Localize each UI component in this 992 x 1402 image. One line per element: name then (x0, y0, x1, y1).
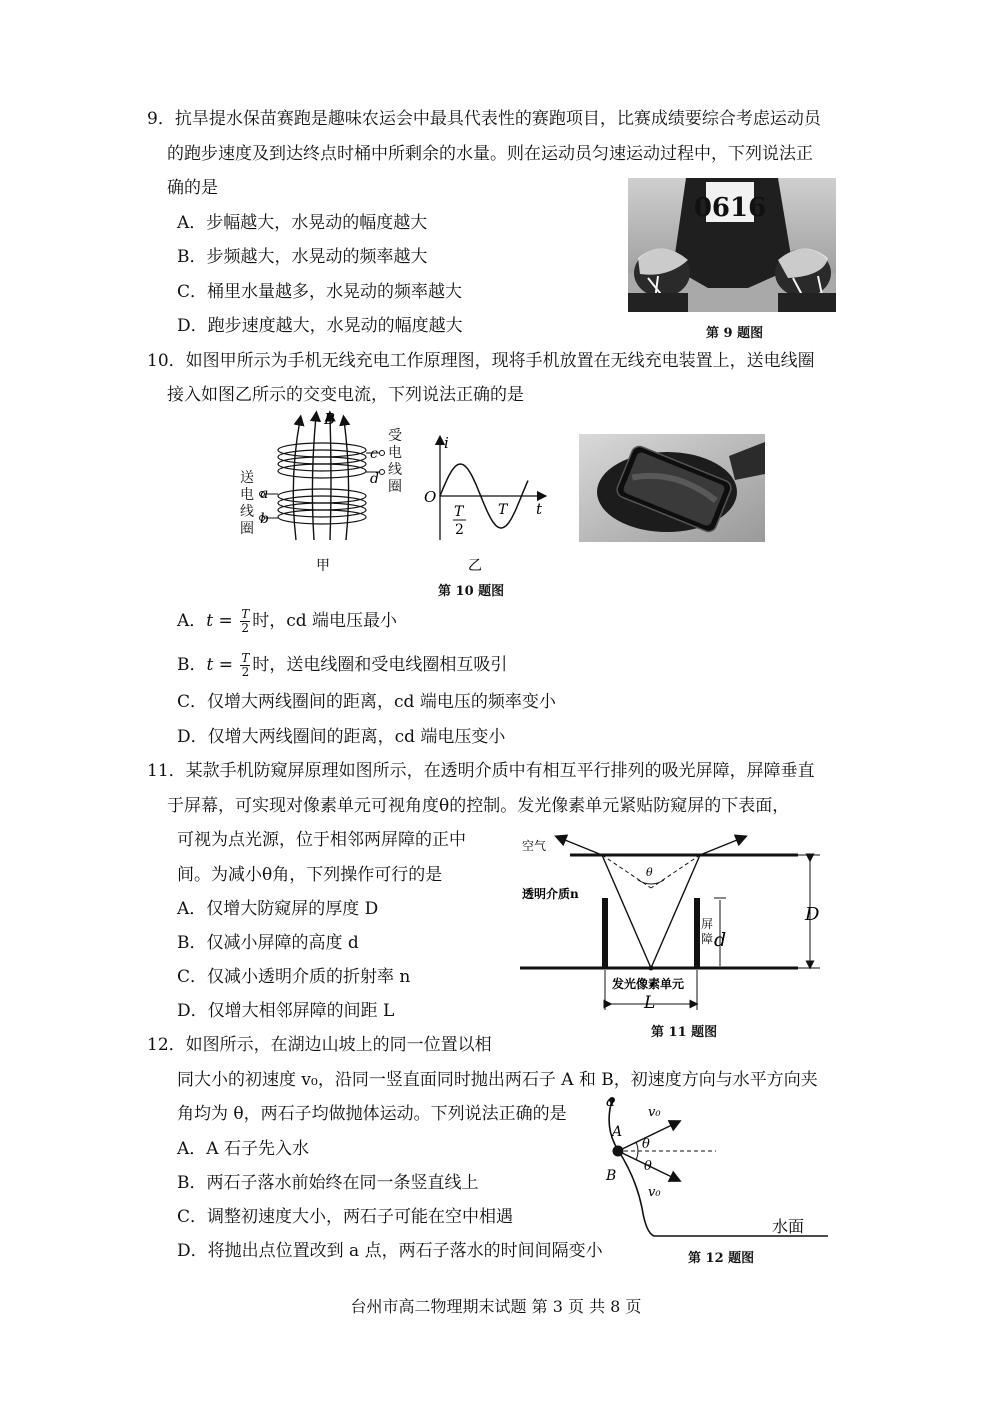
current-graph (418, 430, 558, 575)
axis-i: i (444, 434, 449, 452)
bib-number: 0616 (693, 193, 767, 223)
q11-option-d: D．仅增大相邻屏障的间距 L (177, 1001, 395, 1021)
slope-diagram (596, 1088, 836, 1243)
q12-option-b: B．两石子落水前始终在同一条竖直线上 (177, 1173, 479, 1193)
q9-option-b: B．步频越大，水晃动的频率越大 (177, 247, 428, 267)
label-jia: 甲 (316, 558, 330, 574)
origin-O: O (424, 488, 437, 506)
q11-stem-line-1: 11．某款手机防窥屏原理如图所示，在透明介质中有相互平行排列的吸光屏障，屏障垂直 (147, 761, 815, 781)
medium-label: 透明介质n (522, 887, 579, 901)
q11-option-c: C．仅减小透明介质的折射率 n (177, 967, 411, 987)
point-a-label: a (606, 1092, 615, 1110)
page-footer: 台州市高二物理期末试题 第 3 页 共 8 页 (350, 1297, 642, 1316)
stone-B-label: B (606, 1168, 617, 1184)
label-B: B (324, 410, 336, 428)
water-surface-label: 水面 (772, 1217, 805, 1236)
tick-T-half-den: 2 (455, 522, 464, 538)
q9-stem-line-3: 确的是 (167, 178, 218, 198)
q10-stem-line-2: 接入如图乙所示的交变电流，下列说法正确的是 (167, 385, 524, 405)
q12-stem-line-1: 12．如图所示，在湖边山坡上的同一位置以相 (147, 1035, 492, 1055)
runner-photo (628, 178, 836, 312)
air-label: 空气 (522, 839, 547, 853)
stone-A-label: A (612, 1124, 623, 1140)
q12-figure-caption: 第 12 题图 (688, 1251, 755, 1266)
q10-figure-caption: 第 10 题图 (438, 584, 505, 599)
label-a: a (260, 486, 269, 502)
q11-figure-caption: 第 11 题图 (651, 1025, 718, 1040)
q9-option-d: D．跑步速度越大，水晃动的幅度越大 (177, 316, 463, 336)
q9-stem-line-2: 的跑步速度及到达终点时桶中所剩余的水量。则在运动员匀速运动过程中，下列说法正 (167, 144, 813, 164)
q12-stem-line-2: 同大小的初速度 v₀，沿同一竖直面同时抛出两石子 A 和 B，初速度方向与水平方向夹 (177, 1070, 818, 1090)
L-label: L (644, 993, 656, 1013)
q12-stem-line-3: 角均为 θ，两石子均做抛体运动。下列说法正确的是 (177, 1104, 567, 1124)
q10-option-b: B．t = $\frac{T}{2}$ 时，送电线圈和受电线圈相互吸引 (177, 651, 508, 679)
receive-coil-label: 受电线圈 (388, 428, 402, 495)
tick-T: T (498, 502, 508, 518)
q11-stem-line-2: 于屏幕，可实现对像素单元可视角度θ的控制。发光像素单元紧贴防窥屏的下表面， (167, 796, 790, 816)
q11-stem-line-4: 间。为减小θ角，下列操作可行的是 (177, 865, 443, 885)
theta-bottom-label: θ (644, 1159, 652, 1174)
D-label: D (805, 904, 820, 925)
pixel-label: 发光像素单元 (612, 977, 685, 991)
v0-top-label: v₀ (648, 1105, 661, 1120)
label-yi: 乙 (468, 558, 482, 574)
label-b: b (260, 511, 269, 527)
q11-stem-line-3: 可视为点光源，位于相邻两屏障的正中 (177, 830, 466, 850)
tick-T-half-num: T (454, 504, 464, 520)
label-d: d (370, 471, 379, 487)
phone-charging-photo (579, 434, 765, 542)
d-label: d (714, 929, 727, 951)
q12-option-d: D．将抛出点位置改到 a 点，两石子落水的时间间隔变小 (177, 1241, 603, 1261)
q10-stem-line-1: 10．如图甲所示为手机无线充电工作原理图，现将手机放置在无线充电装置上，送电线圈 (147, 351, 815, 371)
q11-option-b: B．仅减小屏障的高度 d (177, 933, 359, 953)
q9-option-c: C．桶里水量越多，水晃动的频率越大 (177, 282, 463, 302)
q9-figure-caption: 第 9 题图 (706, 326, 764, 341)
v0-bottom-label: v₀ (648, 1185, 661, 1200)
theta-label: θ (646, 866, 653, 879)
barrier-label: 屏障 (701, 917, 714, 946)
send-coil-label: 送电线圈 (240, 470, 254, 537)
axis-t: t (536, 500, 543, 518)
q11-option-a: A．仅增大防窥屏的厚度 D (177, 899, 379, 919)
theta-top-label: θ (642, 1137, 650, 1152)
q10-option-d: D．仅增大两线圈间的距离，cd 端电压变小 (177, 727, 506, 747)
label-c: c (370, 446, 378, 462)
q9-option-a: A．步幅越大，水晃动的幅度越大 (177, 213, 428, 233)
coil-diagram (234, 410, 414, 575)
q12-option-c: C．调整初速度大小，两石子可能在空中相遇 (177, 1207, 514, 1227)
q9-stem-line-1: 9．抗旱提水保苗赛跑是趣味农运会中最具代表性的赛跑项目，比赛成绩要综合考虑运动员 (147, 109, 821, 129)
q12-option-a: A．A 石子先入水 (177, 1139, 309, 1159)
q10-option-a: A．t = $\frac{T}{2}$ 时，cd 端电压最小 (177, 607, 398, 635)
privacy-screen-diagram (520, 830, 850, 1020)
q10-option-c: C．仅增大两线圈间的距离，cd 端电压的频率变小 (177, 692, 556, 712)
